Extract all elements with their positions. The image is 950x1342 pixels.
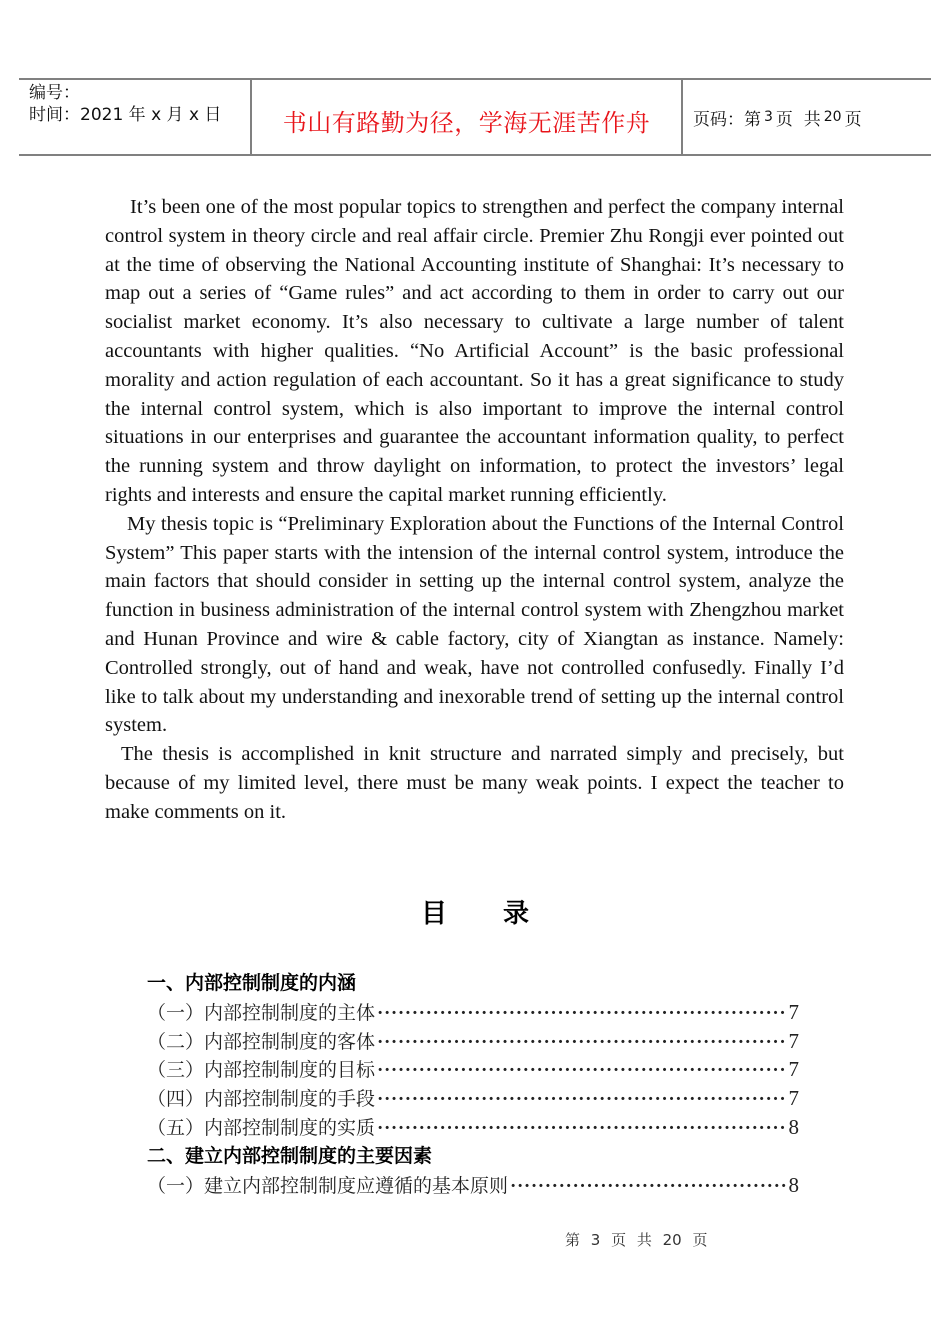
toc-title-char: 录 (503, 899, 530, 929)
dot-leader (377, 1057, 786, 1086)
header-motto: 书山有路勤为径，学海无涯苦作舟 (282, 108, 651, 137)
table-of-contents (147, 969, 799, 1199)
header-divider (681, 80, 683, 154)
toc-entry-label: （四）内部控制制度的手段 (147, 1088, 376, 1111)
toc-title-char: 目 (420, 899, 447, 929)
abstract-body (105, 193, 844, 827)
paragraph: It’s been one of the most popular topics to strengthen and perfect the company internal control system in theory circle and real affair circle. Premier Zhu Rongji ever pointed out at the time of observing the National Accounting institute of Shanghai: It’s necessary to map out a series of “Game rules” and act according to them in order to carry out our socialist market economy. It’s also necessary to cultivate a large number of talent accountants with higher qualities. “No Artificial Account” is the basic professional morality and action regulation of each accountant. So it has a great significance to study the internal control system, which is also important to improve the internal control situations in our enterprises and guarantee the accountant information quality, to perfect the running system and throw daylight on information, to protect the investors’ legal rights and interests and ensure the capital market running efficiently. (105, 196, 844, 506)
toc-entry-label: 一、内部控制制度的内涵 (147, 972, 357, 994)
toc-entry-page: 8 (788, 1172, 799, 1197)
toc-entry-label: 二、建立内部控制制度的主要因素 (147, 1144, 433, 1167)
toc-entry[interactable] (147, 998, 799, 1027)
dot-leader (377, 1029, 786, 1058)
toc-entry-page: 7 (788, 1057, 799, 1082)
date-label: 时间：2021 年 x 月 x 日 (29, 105, 222, 125)
toc-entry[interactable] (147, 1171, 799, 1200)
dot-leader (377, 1000, 786, 1029)
toc-entry-page: 7 (788, 1086, 799, 1111)
toc-entry[interactable] (147, 1113, 799, 1142)
page-current: 3 (764, 109, 773, 125)
toc-entry[interactable] (147, 969, 799, 998)
toc-entry-label: （三）内部控制制度的目标 (147, 1059, 376, 1082)
toc-entry-label: （二）内部控制制度的客体 (147, 1030, 376, 1053)
dot-leader (377, 1115, 786, 1144)
paragraph: The thesis is accomplished in knit structure and narrated simply and precisely, but because of my limited level, there must be many weak points. I expect the teacher to make comments on it. (105, 743, 844, 823)
toc-entry-page: 7 (788, 999, 799, 1024)
toc-entry-label: （一）内部控制制度的主体 (147, 1001, 376, 1024)
paragraph: My thesis topic is “Preliminary Exploration about the Functions of the Internal Control System” This paper starts with the intension of the internal control system, introduce the main factors that should consider in setting up the internal control system, analyze the function in business administration of the internal control system with Zhengzhou market and Hunan Province and wire & cable factory, city of Xiangtan as instance. Namely: Controlled strongly, out of hand and weak, have not controlled confusedly. Finally I’d like to talk about my understanding and inexorable trend of setting up the internal control system. (105, 512, 844, 737)
toc-entry[interactable] (147, 1142, 799, 1171)
page-suffix: 页 (844, 109, 862, 130)
page-total: 20 (823, 109, 842, 125)
page-prefix: 页码：第 (693, 109, 761, 130)
toc-entry-label: （五）内部控制制度的实质 (147, 1116, 376, 1139)
dot-leader (377, 1086, 786, 1115)
page-mid: 页 共 (775, 109, 821, 130)
toc-entry[interactable] (147, 1084, 799, 1113)
toc-entry-page: 7 (788, 1028, 799, 1053)
page-header-table (19, 78, 931, 156)
toc-entry[interactable] (147, 1027, 799, 1056)
toc-entry-page: 8 (788, 1114, 799, 1139)
toc-entry-label: （一）建立内部控制制度应遵循的基本原则 (147, 1174, 509, 1197)
page-footer: 第 3 页 共 20 页 (565, 1231, 708, 1249)
dot-leader (510, 1173, 786, 1202)
serial-number-label: 编号： (29, 83, 80, 103)
toc-title (0, 893, 950, 930)
toc-entry[interactable] (147, 1055, 799, 1084)
header-meta (29, 82, 221, 126)
header-page-indicator (693, 80, 862, 154)
